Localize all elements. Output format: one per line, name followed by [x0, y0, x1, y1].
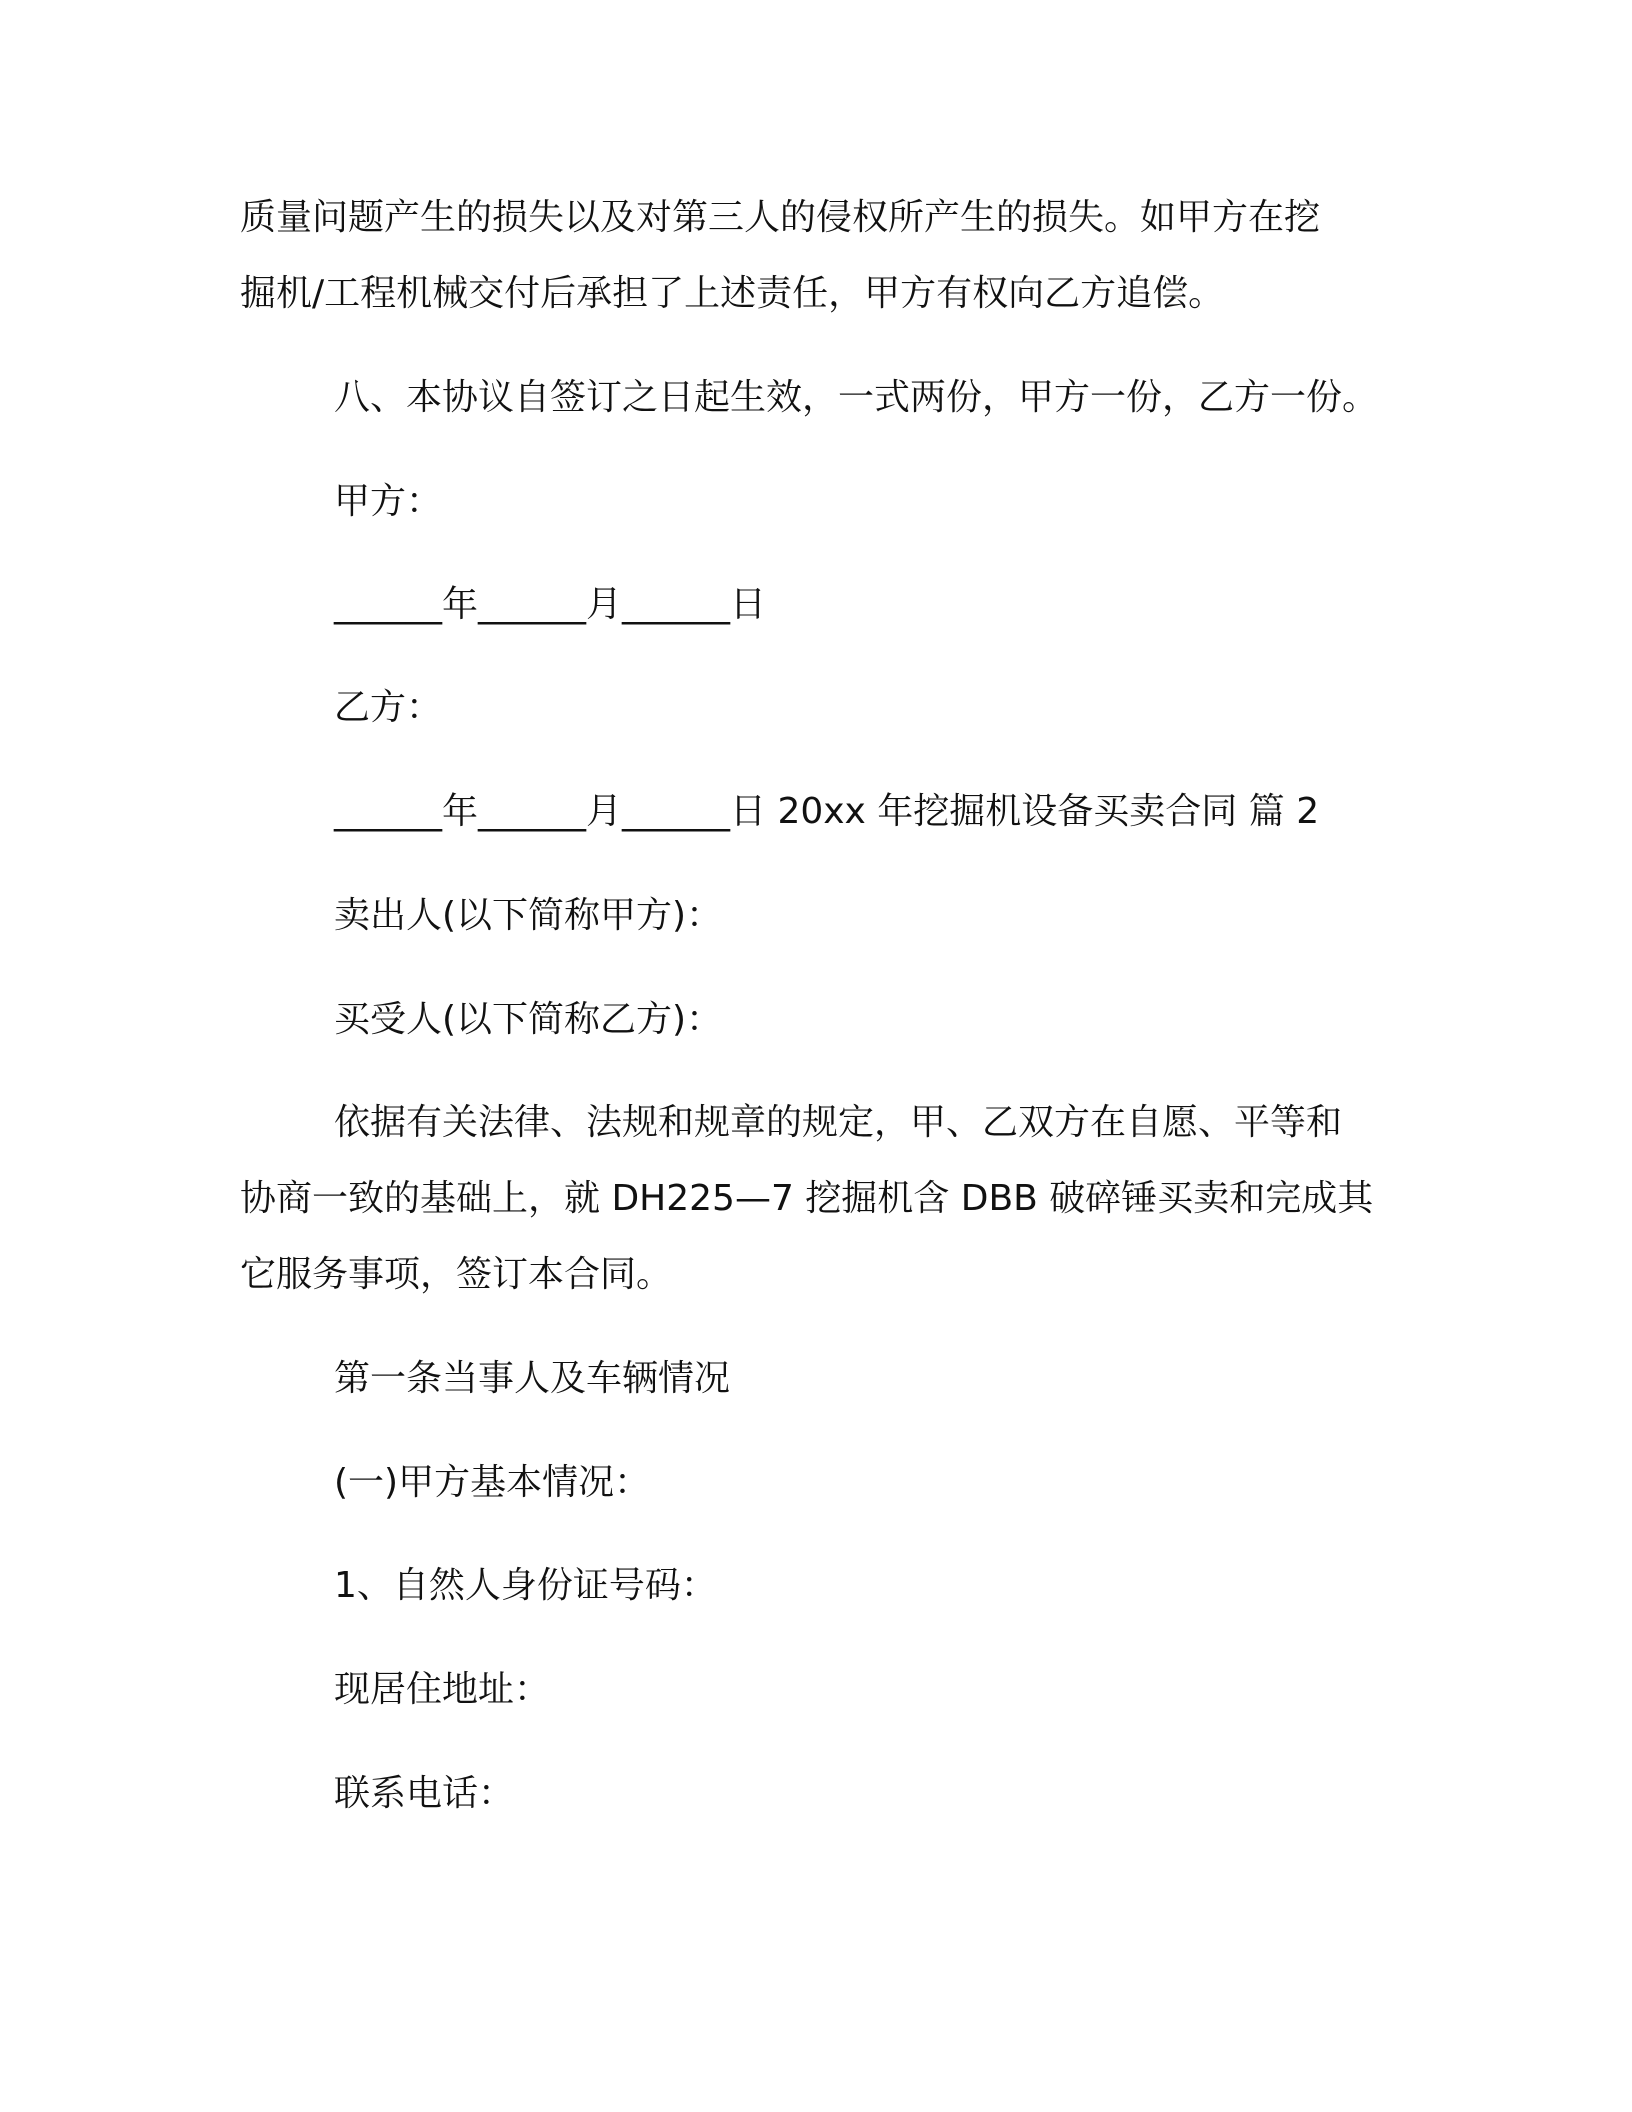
seller-label: 卖出人(以下简称甲方)：: [334, 895, 723, 936]
current-address-label: 现居住地址：: [334, 1669, 551, 1710]
preamble-line-1: 依据有关法律、法规和规章的规定，甲、乙双方在自愿、平等和: [334, 1102, 1343, 1143]
paragraph-seven-continued-line-1: 质量问题产生的损失以及对第三人的侵权所产生的损失。如甲方在挖: [240, 197, 1321, 238]
article-one-heading: 第一条当事人及车辆情况: [334, 1358, 731, 1399]
id-number-label: 1、自然人身份证号码：: [334, 1565, 717, 1606]
party-a-signature-label: 甲方：: [334, 481, 443, 522]
party-a-date-blank: ______年______月______日: [334, 584, 766, 625]
party-b-signature-label: 乙方：: [334, 687, 443, 728]
party-b-date-and-contract-2-title: ______年______月______日 20xx 年挖掘机设备买卖合同 篇 2: [334, 791, 1320, 832]
clause-eight-effective-date: 八、本协议自签订之日起生效，一式两份，甲方一份，乙方一份。: [334, 377, 1379, 418]
paragraph-seven-continued-line-2: 掘机/工程机械交付后承担了上述责任，甲方有权向乙方追偿。: [240, 273, 1225, 314]
preamble-line-2: 协商一致的基础上，就 DH225—7 挖掘机含 DBB 破碎锤买卖和完成其: [240, 1178, 1374, 1219]
contact-phone-label: 联系电话：: [334, 1773, 515, 1814]
buyer-label: 买受人(以下简称乙方)：: [334, 999, 723, 1040]
party-a-basic-info-heading: (一)甲方基本情况：: [334, 1462, 651, 1503]
preamble-line-3: 它服务事项，签订本合同。: [240, 1254, 673, 1295]
